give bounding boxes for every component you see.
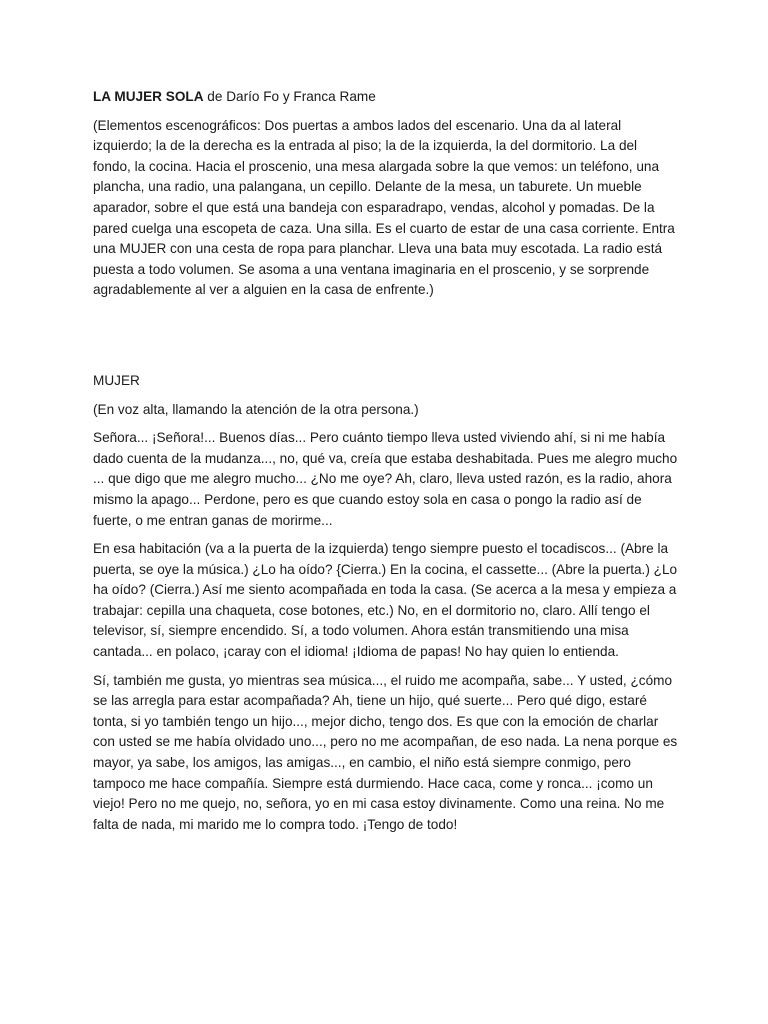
play-title: LA MUJER SOLA xyxy=(93,89,204,104)
speaker-aside: (En voz alta, llamando la atención de la otra persona.) xyxy=(93,401,419,417)
dialogue-paragraph: En esa habitación (va a la puerta de la izquierda) tengo siempre puesto el tocadiscos... (Abre la puerta, se oye la música.) ¿Lo ha oído? {Cierra.) En la cocina, el cassette... (Abre la puerta.) ¿Lo ha oído? (Cierra.) Así me siento acompañada en toda la casa. (Se acerca a la mesa y empieza a trabajar: cepilla una chaqueta, cose botones, etc.) No, en el dormitorio no, claro. Allí tengo el televisor, sí, siempre encendido. Sí, a todo volumen. Ahora están transmitiendo una misa cantada... en polaco, ¡caray con el idioma! ¡Idioma de papas! No hay quien lo entienda. xyxy=(93,541,678,660)
speaker-name: MUJER xyxy=(93,372,140,388)
dialogue-paragraph: Sí, también me gusta, yo mientras sea música..., el ruido me acompaña, sabe... Y usted, ¿cómo se las arregla para estar acompañada? Ah, tiene un hijo, qué suerte... Pero qué digo, estaré tonta, si yo también tengo un hijo..., mejor dicho, tengo dos. Es que con la emoción de charlar con usted se me había olvidado uno..., pero no me acompañan, de eso nada. La nena porque es mayor, ya sabe, los amigos, las amigas..., en cambio, el niño está siempre conmigo, pero tampoco me hace compañía. Siempre está durmiendo. Hace caca, come y ronca... ¡como un viejo! Pero no me quejo, no, señora, yo en mi casa estoy divinamente. Como una reina. No me falta de nada, mi marido me lo compra todo. ¡Tengo de todo! xyxy=(93,672,678,832)
dialogue-paragraph: Señora... ¡Señora!... Buenos días... Pero cuánto tiempo lleva usted viviendo ahí, si ni me había dado cuenta de la mudanza..., no, qué va, creía que estaba deshabitada. Pues me alegro mucho ... que digo que me alegro mucho... ¿No me oye? Ah, claro, lleva usted razón, es la radio, ahora mismo la apago... Perdone, pero es que cuando estoy sola en casa o pongo la radio así de fuerte, o me entran ganas de morirme... xyxy=(93,430,678,528)
stage-directions: (Elementos escenográficos: Dos puertas a ambos lados del escenario. Una da al lateral izquierdo; la de la derecha es la entrada al piso; la de la izquierda, la del dormitorio. La del fondo, la cocina. Hacia el proscenio, una mesa alargada sobre la que vemos: un teléfono, una plancha, una radio, una palangana, un cepillo. Delante de la mesa, un taburete. Un mueble aparador, sobre el que está una bandeja con esparadrapo, vendas, alcohol y pomadas. De la pared cuelga una escopeta de caza. Una silla. Es el cuarto de estar de una casa corriente. Entra una MUJER con una cesta de ropa para planchar. Lleva una bata muy escotada. La radio está puesta a todo volumen. Se asoma a una ventana imaginaria en el proscenio, y se sorprende agradablemente al ver a alguien en la casa de enfrente.) xyxy=(93,117,675,298)
spacer xyxy=(93,309,678,371)
play-byline: de Darío Fo y Franca Rame xyxy=(203,89,376,104)
document-page xyxy=(93,87,678,843)
document-heading xyxy=(93,87,678,108)
